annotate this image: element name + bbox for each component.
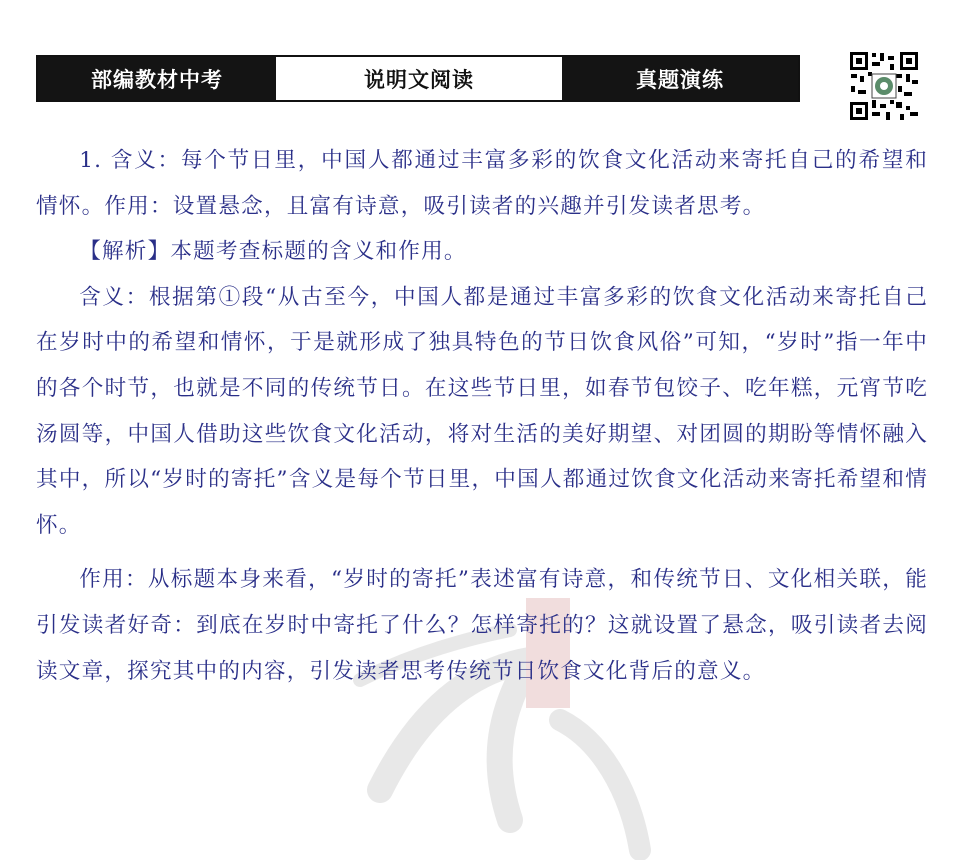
- answer-paragraph: 1. 含义：每个节日里，中国人都通过丰富多彩的饮食文化活动来寄托自己的希望和情怀。作用：设置悬念，且富有诗意，吸引读者的兴趣并引发读者思考。: [36, 148, 928, 219]
- header-left-label: 部编教材中考: [38, 57, 276, 100]
- qr-code-icon: [848, 50, 920, 122]
- header-right-label: 真题演练: [562, 57, 798, 100]
- meaning-paragraph: 含义：根据第①段“从古至今，中国人都是通过丰富多彩的饮食文化活动来寄托自己在岁时中的希望和情怀，于是就形成了独具特色的节日饮食风俗”可知，“岁时”指一年中的各个时节，也就是不同的传统节日。在这些节日里，如春节包饺子、吃年糕，元宵节吃汤圆等，中国人借助这些饮食文化活动，将对生活的美好期望、对团圆的期盼等情怀融入其中，所以“岁时的寄托”含义是每个节日里，中国人都通过饮食文化活动来寄托希望和情怀。: [36, 284, 928, 538]
- answer-content: [36, 138, 928, 694]
- analysis-paragraph: 【解析】本题考查标题的含义和作用。: [79, 239, 467, 265]
- header-bar: [36, 55, 800, 102]
- function-paragraph: 作用：从标题本身来看，“岁时的寄托”表述富有诗意，和传统节日、文化相关联，能引发读者好奇：到底在岁时中寄托了什么？怎样寄托的？这就设置了悬念，吸引读者去阅读文章，探究其中的内容，引发读者思考传统节日饮食文化背后的意义。: [36, 567, 928, 684]
- header-center-label: 说明文阅读: [276, 57, 562, 100]
